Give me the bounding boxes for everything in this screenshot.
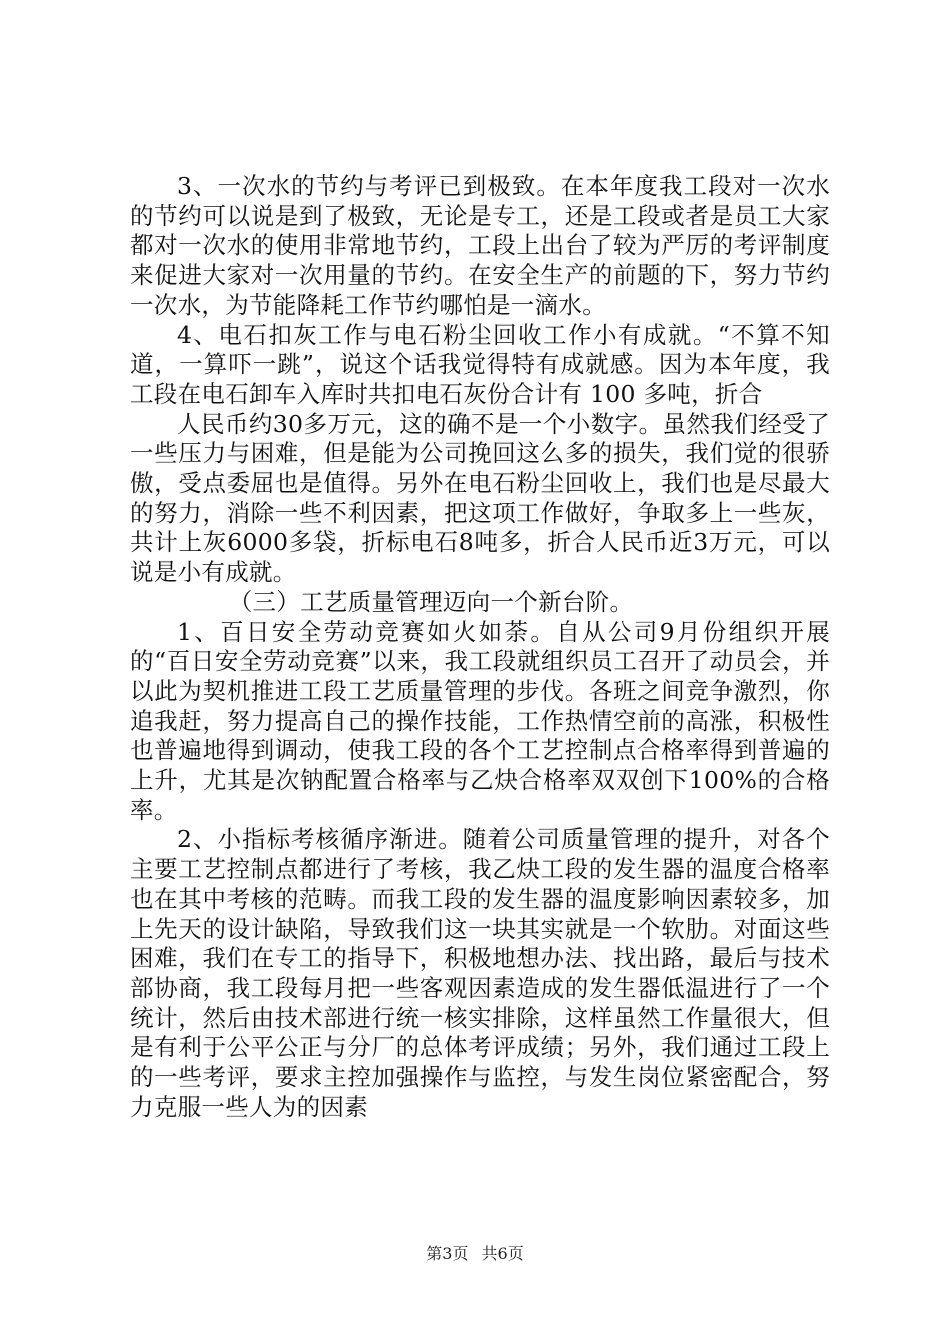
paragraph-water-saving: 3、一次水的节约与考评已到极致。在本年度我工段对一次水的节约可以说是到了极致，无论是专工，还是工段或者是员工大家都对一次水的使用非常地节约，工段上出台了较为严厉的考评制度来促进大家对一次用量的节约。在安全生产的前题的下，努力节约一次水，为节能降耗工作节约哪怕是一滴水。: [130, 172, 830, 319]
document-body: [130, 172, 830, 1123]
paragraph-safety-competition: 1、百日安全劳动竞赛如火如荼。自从公司9月份组织开展的“百日安全劳动竞赛”以来，我工段就组织员工召开了动员会，并以此为契机推进工段工艺质量管理的步伐。各班之间竞争激烈，你追我赶，努力提高自己的操作技能，工作热情空前的高涨，积极性也普遍地得到调动，使我工段的各个工艺控制点合格率得到普遍的上升，尤其是次钠配置合格率与乙炔合格率双双创下100%的合格率。: [130, 617, 830, 824]
page-number: 第3页: [426, 1244, 469, 1263]
paragraph-indicator-assessment: 2、小指标考核循序渐进。随着公司质量管理的提升，对各个主要工艺控制点都进行了考核，我乙炔工段的发生器的温度合格率也在其中考核的范畴。而我工段的发生器的温度影响因素较多，加上先天的设计缺陷，导致我们这一块其实就是一个软肋。对面这些困难，我们在专工的指导下，积极地想办法、找出路，最后与技术部协商，我工段每月把一些客观因素造成的发生器低温进行了一个统计，然后由技术部进行统一核实排除，这样虽然工作量很大，但是有利于公平公正与分厂的总体考评成绩；另外，我们通过工段上的一些考评，要求主控加强操作与监控，与发生岗位紧密配合，努力克服一些人为的因素: [130, 825, 830, 1121]
page-total: 共6页: [481, 1244, 524, 1263]
paragraph-rmb-savings: 人民币约30多万元，这的确不是一个小数字。虽然我们经受了一些压力与困难，但是能为公司挽回这么多的损失，我们觉的很骄傲，受点委屈也是值得。另外在电石粉尘回收上，我们也是尽最大的努力，消除一些不利因素，把这项工作做好，争取多上一些灰，共计上灰6000多袋，折标电石8吨多，折合人民币近3万元，可以说是小有成就。: [130, 409, 830, 587]
page-footer: [0, 1241, 950, 1264]
paragraph-calcium-carbide-ash: 4、电石扣灰工作与电石粉尘回收工作小有成就。“不算不知道，一算吓一跳”，说这个话我觉得特有成就感。因为本年度，我工段在电石卸车入库时共扣电石灰份合计有 100 多吨，折合: [130, 320, 830, 408]
section-heading-quality-management: （三）工艺质量管理迈向一个新台阶。: [228, 587, 634, 616]
